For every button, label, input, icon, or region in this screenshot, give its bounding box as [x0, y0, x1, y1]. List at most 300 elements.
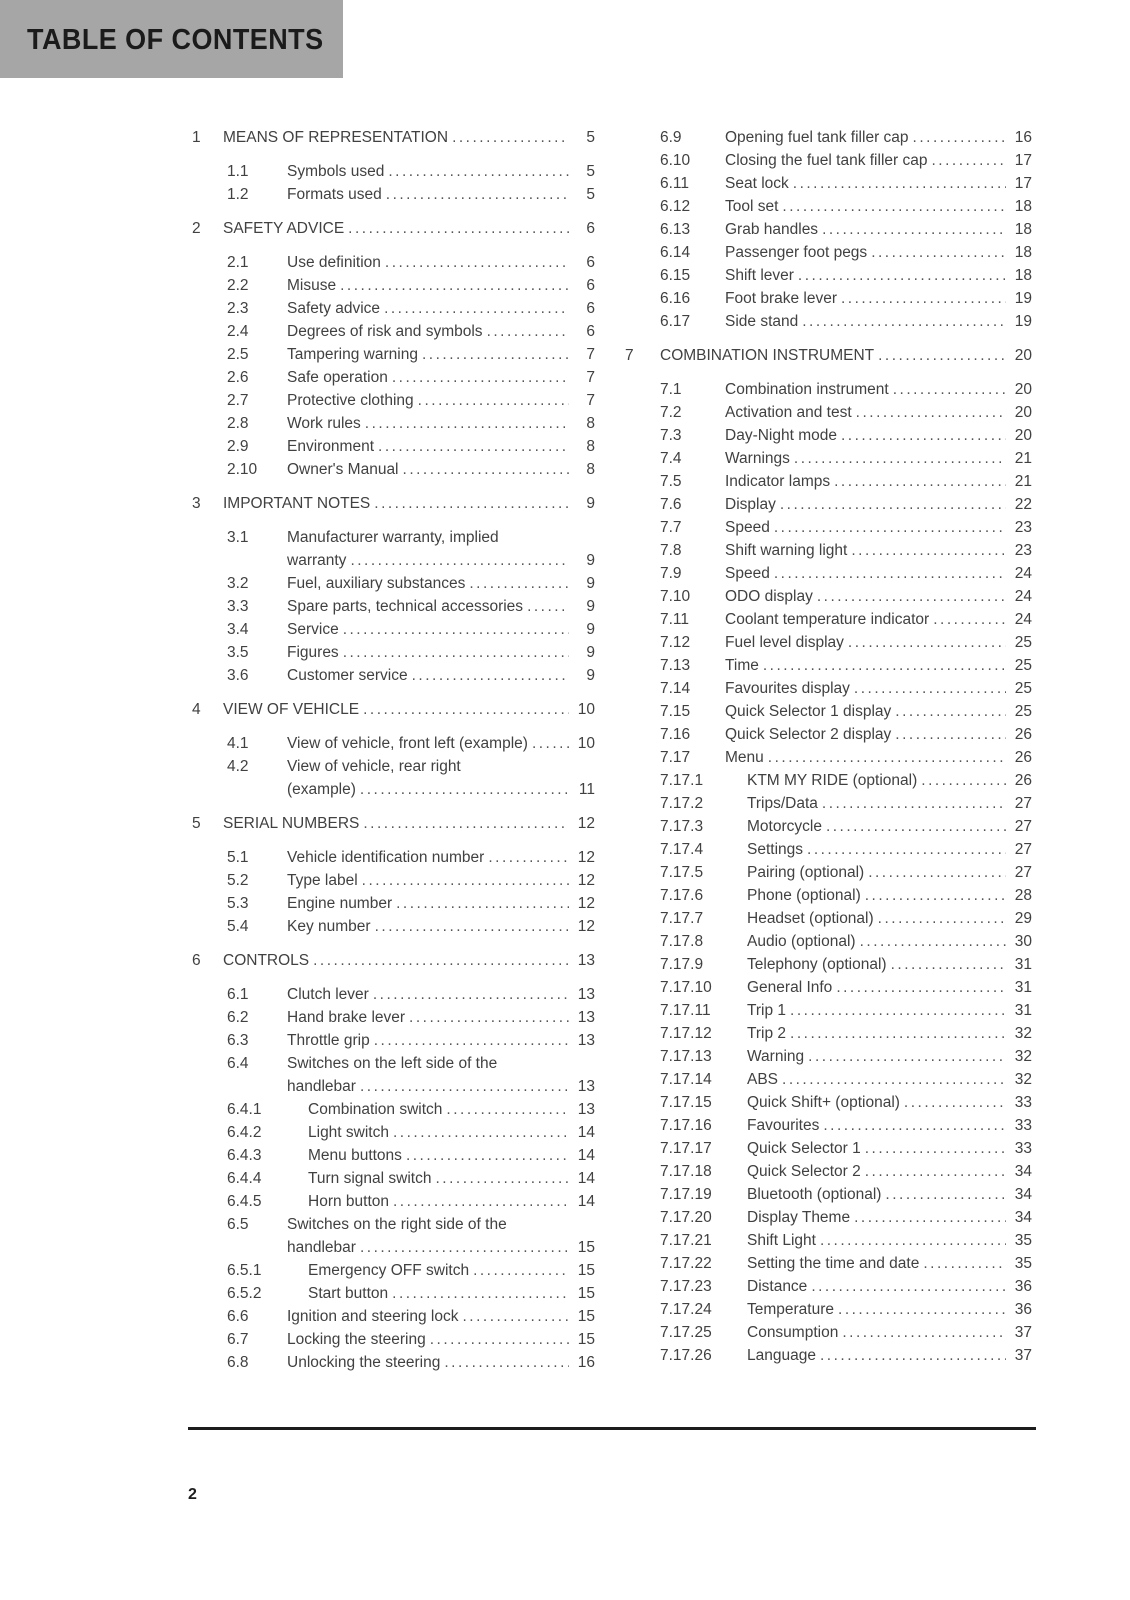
entry-title: Opening fuel tank filler cap [725, 129, 909, 146]
page-number: 2 [188, 1486, 197, 1503]
dot-leader [823, 1114, 1006, 1137]
entry-number: 2.9 [227, 438, 249, 455]
toc-entry [625, 861, 1032, 884]
entry-page: 8 [586, 415, 595, 432]
entry-page: 17 [1014, 152, 1032, 169]
entry-title: Shift warning light [725, 542, 848, 559]
entry-number: 7.17.17 [660, 1140, 712, 1157]
entry-title: Time [725, 657, 759, 674]
entry-number: 7.17.19 [660, 1186, 712, 1203]
toc-entry [625, 310, 1032, 333]
toc-entry [192, 1236, 595, 1259]
toc-entry [625, 493, 1032, 516]
toc-entry [625, 976, 1032, 999]
entry-number: 5.4 [227, 918, 249, 935]
entry-title: Menu [725, 749, 764, 766]
entry-page: 15 [577, 1285, 595, 1302]
entry-title: Unlocking the steering [287, 1354, 441, 1371]
entry-number: 7.17.16 [660, 1117, 712, 1134]
toc-entry [192, 572, 595, 595]
entry-number: 6.4.2 [227, 1124, 262, 1141]
entry-title: Side stand [725, 313, 799, 330]
entry-title: ABS [747, 1071, 779, 1088]
entry-title: Protective clothing [287, 392, 414, 409]
entry-page: 15 [577, 1262, 595, 1279]
toc-entry [192, 869, 595, 892]
entry-page: 27 [1014, 795, 1032, 812]
entry-number: 6.4 [227, 1055, 249, 1072]
toc-entry [192, 1282, 595, 1305]
entry-page: 12 [577, 815, 595, 832]
dot-leader [362, 869, 569, 892]
entry-number: 2.7 [227, 392, 249, 409]
entry-title: Settings [747, 841, 804, 858]
entry-number: 6.2 [227, 1009, 249, 1026]
dot-leader [913, 126, 1006, 149]
entry-title: Passenger foot pegs [725, 244, 868, 261]
entry-page: 12 [577, 849, 595, 866]
toc-entry [192, 1052, 595, 1075]
dot-leader [532, 732, 569, 755]
entry-title: COMBINATION INSTRUMENT [660, 347, 875, 364]
entry-page: 27 [1014, 818, 1032, 835]
entry-title: Engine number [287, 895, 393, 912]
entry-title: Figures [287, 644, 339, 661]
entry-number: 6.1 [227, 986, 249, 1003]
dot-leader [488, 846, 569, 869]
dot-leader [374, 1029, 569, 1052]
dot-leader [409, 1006, 569, 1029]
dot-leader [403, 458, 569, 481]
entry-page: 25 [1014, 657, 1032, 674]
entry-page: 12 [577, 918, 595, 935]
toc-entry [192, 1029, 595, 1052]
dot-leader [527, 595, 569, 618]
dot-leader [469, 572, 569, 595]
toc-entry [625, 1137, 1032, 1160]
toc-entry [625, 1206, 1032, 1229]
entry-number: 7.17.12 [660, 1025, 712, 1042]
entry-title: Shift Light [747, 1232, 816, 1249]
toc-entry [192, 1121, 595, 1144]
entry-number: 6.12 [660, 198, 691, 215]
dot-leader [931, 149, 1006, 172]
entry-page: 16 [1014, 129, 1032, 146]
entry-page: 20 [1014, 427, 1032, 444]
toc-entry [625, 1252, 1032, 1275]
entry-number: 2.1 [227, 254, 249, 271]
entry-number: 7.15 [660, 703, 691, 720]
toc-entry [192, 366, 595, 389]
entry-title: Use definition [287, 254, 381, 271]
toc-entry [192, 1259, 595, 1282]
dot-leader [793, 172, 1006, 195]
entry-title: Speed [725, 519, 770, 536]
toc-entry [625, 378, 1032, 401]
entry-title: Foot brake lever [725, 290, 837, 307]
toc-entry [192, 526, 595, 549]
entry-number: 3.6 [227, 667, 249, 684]
toc-entry [192, 755, 595, 778]
toc-entry [625, 1183, 1032, 1206]
dot-leader [808, 1045, 1006, 1068]
toc-entry [192, 1075, 595, 1098]
entry-page: 5 [586, 129, 595, 146]
entry-number: 5.2 [227, 872, 249, 889]
entry-number: 7.17.9 [660, 956, 704, 973]
toc-entry [192, 892, 595, 915]
entry-number: 7.17.11 [660, 1002, 711, 1019]
dot-leader [822, 792, 1006, 815]
entry-title: MEANS OF REPRESENTATION [223, 129, 449, 146]
entry-title: Menu buttons [308, 1147, 402, 1164]
toc-chapter-entry [192, 949, 595, 972]
dot-leader [444, 1351, 569, 1374]
dot-leader [868, 861, 1006, 884]
toc-entry [625, 654, 1032, 677]
dot-leader [343, 618, 569, 641]
entry-page: 5 [586, 186, 595, 203]
dot-leader [854, 1206, 1006, 1229]
entry-number: 7.17.5 [660, 864, 704, 881]
entry-title: IMPORTANT NOTES [223, 495, 371, 512]
entry-page: 24 [1014, 588, 1032, 605]
entry-page: 19 [1014, 290, 1032, 307]
entry-page: 6 [586, 277, 595, 294]
entry-title: Spare parts, technical accessories [287, 598, 524, 615]
entry-page: 9 [586, 598, 595, 615]
toc-entry [192, 343, 595, 366]
entry-page: 33 [1014, 1140, 1032, 1157]
dot-leader [363, 698, 569, 721]
dot-leader [350, 549, 569, 572]
entry-page: 28 [1014, 887, 1032, 904]
toc-entry [625, 953, 1032, 976]
entry-number: 7.17.4 [660, 841, 704, 858]
entry-number: 2.4 [227, 323, 249, 340]
entry-title: Work rules [287, 415, 361, 432]
entry-page: 11 [578, 781, 595, 798]
dot-leader [921, 769, 1006, 792]
entry-number: 3.4 [227, 621, 249, 638]
entry-title: Trip 2 [747, 1025, 787, 1042]
dot-leader [406, 1144, 569, 1167]
entry-number: 4 [192, 701, 201, 718]
dot-leader [895, 700, 1006, 723]
dot-leader [802, 310, 1006, 333]
entry-number: 6.15 [660, 267, 691, 284]
entry-page: 9 [586, 575, 595, 592]
entry-number: 6.9 [660, 129, 682, 146]
dot-leader [856, 401, 1006, 424]
entry-page: 24 [1014, 565, 1032, 582]
dot-leader [348, 217, 569, 240]
entry-title: Display Theme [747, 1209, 851, 1226]
entry-title: KTM MY RIDE (optional) [747, 772, 918, 789]
entry-page: 24 [1014, 611, 1032, 628]
entry-page: 26 [1014, 772, 1032, 789]
entry-title: Owner's Manual [287, 461, 399, 478]
toc-entry [625, 1068, 1032, 1091]
entry-title: Temperature [747, 1301, 835, 1318]
toc-entry [192, 846, 595, 869]
toc-entry [192, 160, 595, 183]
dot-leader [860, 930, 1006, 953]
toc-entry [192, 1351, 595, 1374]
entry-title: CONTROLS [223, 952, 310, 969]
entry-title: Degrees of risk and symbols [287, 323, 483, 340]
entry-number: 7.9 [660, 565, 682, 582]
entry-number: 7 [625, 347, 634, 364]
entry-title: Quick Selector 1 display [725, 703, 892, 720]
entry-title-continuation: (example) [287, 781, 356, 798]
entry-number: 6.16 [660, 290, 691, 307]
entry-title: Phone (optional) [747, 887, 861, 904]
dot-leader [763, 654, 1006, 677]
entry-title: View of vehicle, front left (example) [287, 735, 528, 752]
entry-number: 7.17.3 [660, 818, 704, 835]
entry-page: 32 [1014, 1048, 1032, 1065]
entry-number: 7.17.14 [660, 1071, 712, 1088]
entry-title: SAFETY ADVICE [223, 220, 345, 237]
dot-leader [473, 1259, 569, 1282]
dot-leader [822, 218, 1006, 241]
toc-entry [192, 435, 595, 458]
toc-entry [192, 458, 595, 481]
entry-page: 32 [1014, 1025, 1032, 1042]
dot-leader [363, 812, 569, 835]
dot-leader [851, 539, 1006, 562]
entry-page: 37 [1014, 1324, 1032, 1341]
entry-title: Shift lever [725, 267, 794, 284]
entry-title: Manufacturer warranty, implied [287, 529, 499, 546]
dot-leader [360, 1236, 569, 1259]
toc-entry [192, 1167, 595, 1190]
toc-entry [625, 884, 1032, 907]
toc-entry [625, 264, 1032, 287]
dot-leader [435, 1167, 569, 1190]
entry-number: 7.13 [660, 657, 691, 674]
entry-title: Warnings [725, 450, 790, 467]
entry-title: Switches on the right side of the [287, 1216, 507, 1233]
entry-page: 36 [1014, 1301, 1032, 1318]
entry-title: Display [725, 496, 776, 513]
entry-number: 7.8 [660, 542, 682, 559]
page-title: TABLE OF CONTENTS [27, 24, 324, 56]
entry-number: 7.10 [660, 588, 691, 605]
dot-leader [462, 1305, 569, 1328]
entry-title: Safety advice [287, 300, 381, 317]
entry-title: Language [747, 1347, 816, 1364]
entry-number: 7.17.2 [660, 795, 704, 812]
entry-title: General Info [747, 979, 833, 996]
entry-page: 36 [1014, 1278, 1032, 1295]
entry-title-continuation: handlebar [287, 1078, 356, 1095]
entry-title: Fuel, auxiliary substances [287, 575, 466, 592]
toc-entry [192, 1006, 595, 1029]
entry-number: 7.17.25 [660, 1324, 712, 1341]
entry-number: 1.2 [227, 186, 249, 203]
entry-page: 32 [1014, 1071, 1032, 1088]
entry-title: Hand brake lever [287, 1009, 406, 1026]
toc-entry [625, 746, 1032, 769]
dot-leader [418, 389, 569, 412]
entry-title: Key number [287, 918, 371, 935]
entry-title: Telephony (optional) [747, 956, 887, 973]
entry-number: 7.7 [660, 519, 682, 536]
entry-page: 31 [1014, 956, 1032, 973]
toc-entry [192, 664, 595, 687]
entry-title: Seat lock [725, 175, 789, 192]
toc-entry [625, 562, 1032, 585]
entry-number: 7.17 [660, 749, 691, 766]
entry-number: 7.14 [660, 680, 691, 697]
dot-leader [388, 160, 569, 183]
entry-title: Warning [747, 1048, 805, 1065]
entry-page: 14 [577, 1124, 595, 1141]
entry-number: 3 [192, 495, 201, 512]
entry-number: 6.14 [660, 244, 691, 261]
entry-number: 2.2 [227, 277, 249, 294]
dot-leader [817, 585, 1006, 608]
entry-page: 33 [1014, 1117, 1032, 1134]
toc-entry [625, 631, 1032, 654]
dot-leader [878, 344, 1006, 367]
dot-leader [836, 976, 1006, 999]
toc-entry [625, 447, 1032, 470]
dot-leader [392, 1282, 569, 1305]
entry-page: 27 [1014, 864, 1032, 881]
entry-number: 7.5 [660, 473, 682, 490]
entry-number: 6.5.1 [227, 1262, 262, 1279]
entry-title: Favourites [747, 1117, 820, 1134]
toc-entry [625, 700, 1032, 723]
dot-leader [774, 562, 1006, 585]
entry-number: 7.16 [660, 726, 691, 743]
entry-number: 7.17.22 [660, 1255, 712, 1272]
entry-title: Grab handles [725, 221, 819, 238]
entry-page: 30 [1014, 933, 1032, 950]
toc-entry [192, 549, 595, 572]
entry-page: 6 [586, 300, 595, 317]
dot-leader [393, 1190, 569, 1213]
entry-page: 18 [1014, 244, 1032, 261]
entry-number: 5.1 [227, 849, 249, 866]
entry-number: 3.1 [227, 529, 249, 546]
entry-page: 6 [586, 254, 595, 271]
toc-entry [625, 470, 1032, 493]
entry-page: 13 [577, 1009, 595, 1026]
dot-leader [878, 907, 1006, 930]
toc-chapter-entry [625, 344, 1032, 367]
entry-title: Day-Night mode [725, 427, 837, 444]
entry-number: 2.10 [227, 461, 258, 478]
entry-number: 5 [192, 815, 201, 832]
entry-title: Combination instrument [725, 381, 889, 398]
entry-page: 9 [586, 644, 595, 661]
entry-number: 7.3 [660, 427, 682, 444]
entry-title: Audio (optional) [747, 933, 856, 950]
entry-title: Quick Selector 2 [747, 1163, 861, 1180]
entry-page: 5 [586, 163, 595, 180]
toc-entry [192, 595, 595, 618]
dot-leader [933, 608, 1006, 631]
entry-title: Start button [308, 1285, 389, 1302]
dot-leader [865, 1137, 1006, 1160]
entry-title: ODO display [725, 588, 813, 605]
dot-leader [774, 516, 1006, 539]
entry-number: 7.17.15 [660, 1094, 712, 1111]
dot-leader [790, 999, 1006, 1022]
dot-leader [430, 1328, 569, 1351]
toc-chapter-entry [192, 126, 595, 149]
entry-page: 7 [586, 392, 595, 409]
dot-leader [807, 838, 1006, 861]
entry-title: Service [287, 621, 339, 638]
entry-page: 34 [1014, 1163, 1032, 1180]
entry-number: 5.3 [227, 895, 249, 912]
entry-title: Bluetooth (optional) [747, 1186, 882, 1203]
entry-page: 33 [1014, 1094, 1032, 1111]
entry-number: 4.2 [227, 758, 249, 775]
toc-entry [625, 999, 1032, 1022]
entry-page: 29 [1014, 910, 1032, 927]
toc-entry [625, 149, 1032, 172]
entry-title: Quick Selector 2 display [725, 726, 892, 743]
entry-page: 12 [577, 895, 595, 912]
entry-page: 10 [577, 735, 595, 752]
entry-page: 7 [586, 369, 595, 386]
entry-title: Speed [725, 565, 770, 582]
entry-page: 13 [577, 1101, 595, 1118]
entry-page: 13 [577, 952, 595, 969]
entry-number: 7.17.13 [660, 1048, 712, 1065]
dot-leader [446, 1098, 569, 1121]
toc-entry [625, 1229, 1032, 1252]
dot-leader [893, 378, 1006, 401]
toc-entry [625, 1160, 1032, 1183]
dot-leader [768, 746, 1006, 769]
dot-leader [891, 953, 1006, 976]
toc-entry [192, 1144, 595, 1167]
toc-entry [625, 838, 1032, 861]
entry-page: 15 [577, 1308, 595, 1325]
entry-title: Consumption [747, 1324, 839, 1341]
entry-number: 1 [192, 129, 201, 146]
entry-number: 7.17.6 [660, 887, 704, 904]
entry-title: Distance [747, 1278, 808, 1295]
entry-number: 7.17.26 [660, 1347, 712, 1364]
toc-column-left [192, 126, 595, 1374]
dot-leader [798, 264, 1006, 287]
entry-title: Tampering warning [287, 346, 418, 363]
entry-page: 31 [1014, 979, 1032, 996]
entry-page: 15 [577, 1239, 595, 1256]
dot-leader [386, 183, 569, 206]
entry-number: 7.17.23 [660, 1278, 712, 1295]
toc-entry [192, 778, 595, 801]
entry-title: Combination switch [308, 1101, 443, 1118]
toc-entry [625, 769, 1032, 792]
dot-leader [340, 274, 569, 297]
entry-number: 2.5 [227, 346, 249, 363]
entry-page: 14 [577, 1170, 595, 1187]
dot-leader [895, 723, 1006, 746]
entry-title: Locking the steering [287, 1331, 426, 1348]
toc-entry [625, 401, 1032, 424]
entry-number: 6.4.5 [227, 1193, 262, 1210]
toc-entry [625, 930, 1032, 953]
